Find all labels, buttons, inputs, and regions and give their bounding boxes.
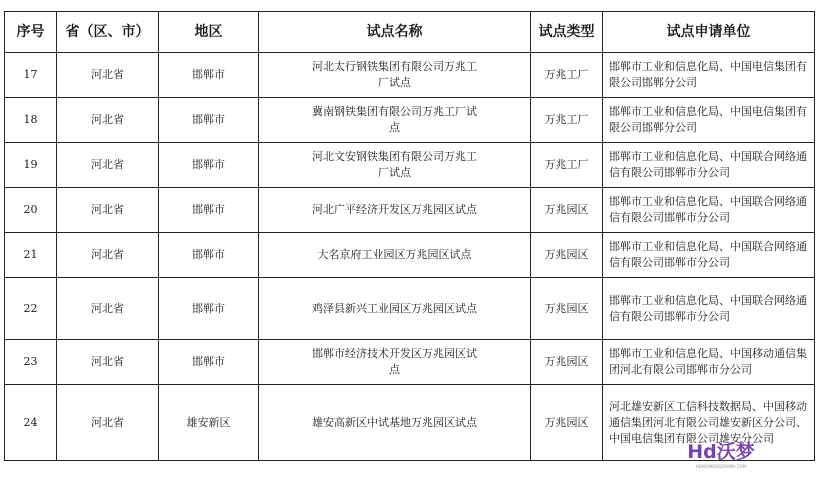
table-row <box>5 188 815 233</box>
header-unit: 试点申请单位 <box>603 12 815 53</box>
cell-unit: 邯郸市工业和信息化局、中国联合网络通信有限公司邯郸市分公司 <box>603 143 815 188</box>
cell-province: 河北省 <box>57 385 159 461</box>
cell-region: 邯郸市 <box>159 53 259 98</box>
cell-unit: 邯郸市工业和信息化局、中国联合网络通信有限公司邯郸市分公司 <box>603 188 815 233</box>
header-no: 序号 <box>5 12 57 53</box>
cell-no: 19 <box>5 143 57 188</box>
table-row <box>5 278 815 340</box>
cell-province: 河北省 <box>57 53 159 98</box>
header-row <box>5 12 815 53</box>
cell-region: 邯郸市 <box>159 340 259 385</box>
header-name: 试点名称 <box>259 12 531 53</box>
cell-region: 邯郸市 <box>159 188 259 233</box>
cell-no: 24 <box>5 385 57 461</box>
cell-no: 18 <box>5 98 57 143</box>
cell-no: 20 <box>5 188 57 233</box>
header-type: 试点类型 <box>531 12 603 53</box>
table-row <box>5 53 815 98</box>
cell-unit: 邯郸市工业和信息化局、中国移动通信集团河北有限公司邯郸市分公司 <box>603 340 815 385</box>
table-row <box>5 98 815 143</box>
cell-region: 雄安新区 <box>159 385 259 461</box>
cell-name: 冀南钢铁集团有限公司万兆工厂试点 <box>259 98 531 143</box>
cell-name: 河北文安钢铁集团有限公司万兆工厂试点 <box>259 143 531 188</box>
cell-name: 河北广平经济开发区万兆园区试点 <box>259 188 531 233</box>
cell-province: 河北省 <box>57 233 159 278</box>
table-row <box>5 233 815 278</box>
cell-no: 17 <box>5 53 57 98</box>
cell-type: 万兆园区 <box>531 385 603 461</box>
cell-province: 河北省 <box>57 278 159 340</box>
pilot-table <box>4 11 815 461</box>
cell-name: 大名京府工业园区万兆园区试点 <box>259 233 531 278</box>
cell-type: 万兆工厂 <box>531 143 603 188</box>
cell-region: 邯郸市 <box>159 233 259 278</box>
cell-name: 邯郸市经济技术开发区万兆园区试点 <box>259 340 531 385</box>
cell-province: 河北省 <box>57 188 159 233</box>
cell-no: 22 <box>5 278 57 340</box>
cell-region: 邯郸市 <box>159 98 259 143</box>
cell-type: 万兆园区 <box>531 233 603 278</box>
cell-no: 21 <box>5 233 57 278</box>
watermark <box>687 437 755 475</box>
cell-name: 河北太行钢铁集团有限公司万兆工厂试点 <box>259 53 531 98</box>
cell-type: 万兆园区 <box>531 188 603 233</box>
cell-type: 万兆园区 <box>531 278 603 340</box>
cell-unit-text: 河北雄安新区工信科技数据局、中国移动通信集团河北有限公司雄安新区分公司、中国电信集团有限公司雄安分公司 <box>609 399 807 445</box>
table-row <box>5 143 815 188</box>
cell-type: 万兆园区 <box>531 340 603 385</box>
header-province: 省（区、市） <box>57 12 159 53</box>
cell-province: 河北省 <box>57 340 159 385</box>
cell-name: 鸡泽县新兴工业园区万兆园区试点 <box>259 278 531 340</box>
cell-region: 邯郸市 <box>159 278 259 340</box>
cell-unit: 邯郸市工业和信息化局、中国电信集团有限公司邯郸分公司 <box>603 53 815 98</box>
cell-type: 万兆工厂 <box>531 98 603 143</box>
table-row <box>5 340 815 385</box>
cell-province: 河北省 <box>57 98 159 143</box>
watermark-subtext: HDWOMENGDRAMA.COM <box>695 464 747 469</box>
watermark-logo: Hd沃梦 <box>687 441 755 463</box>
cell-type: 万兆工厂 <box>531 53 603 98</box>
cell-unit: 邯郸市工业和信息化局、中国电信集团有限公司邯郸分公司 <box>603 98 815 143</box>
cell-region: 邯郸市 <box>159 143 259 188</box>
cell-unit: 邯郸市工业和信息化局、中国联合网络通信有限公司邯郸市分公司 <box>603 278 815 340</box>
cell-name: 雄安高新区中试基地万兆园区试点 <box>259 385 531 461</box>
cell-province: 河北省 <box>57 143 159 188</box>
header-region: 地区 <box>159 12 259 53</box>
cell-unit: 邯郸市工业和信息化局、中国联合网络通信有限公司邯郸市分公司 <box>603 233 815 278</box>
cell-no: 23 <box>5 340 57 385</box>
